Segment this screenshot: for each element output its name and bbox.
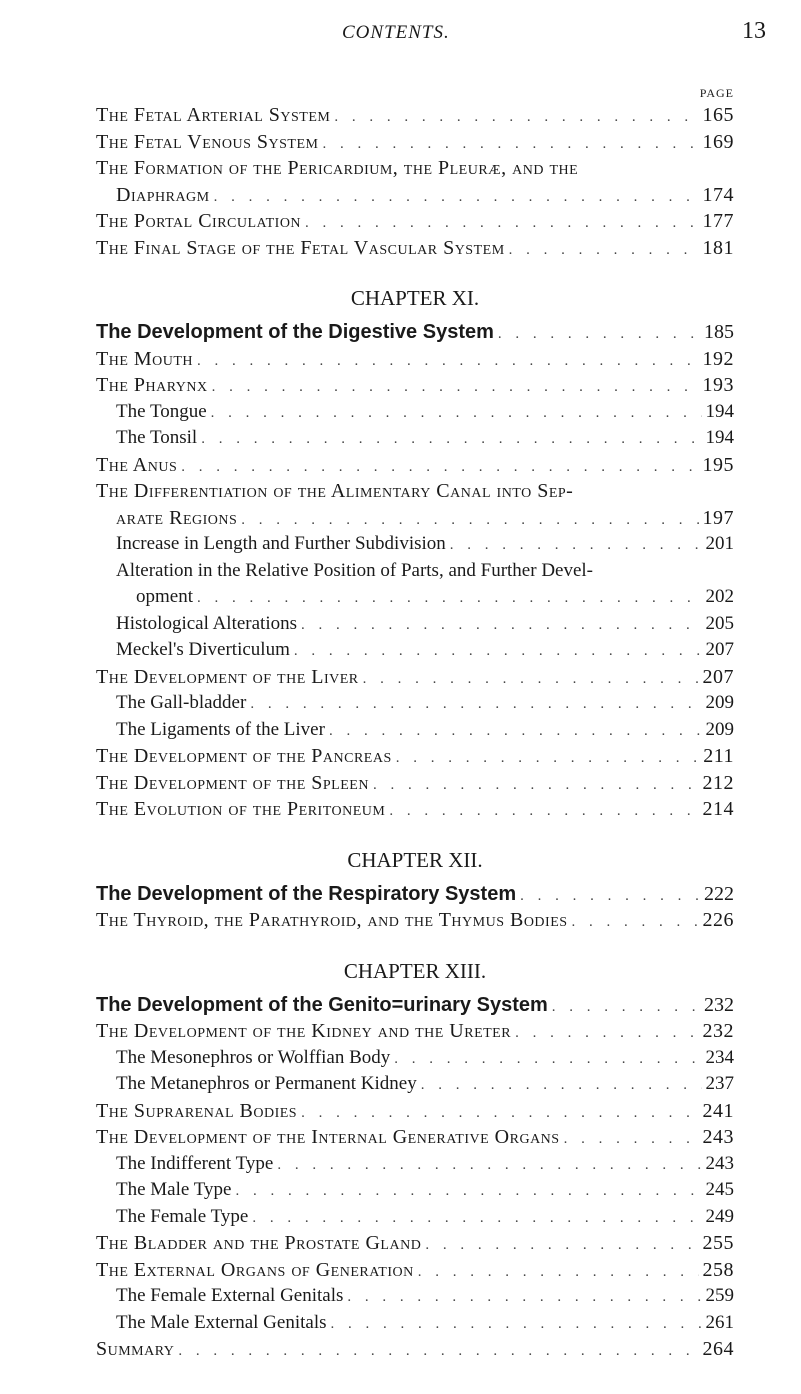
toc-subentry[interactable] — [96, 399, 734, 426]
toc-entry-page: 205 — [705, 612, 734, 634]
toc-entry-label: The Female External Genitals — [116, 1285, 344, 1306]
leader-dots — [181, 454, 698, 481]
toc-entry-label: The Development of the Liver — [96, 665, 359, 688]
toc-entry[interactable] — [96, 664, 734, 691]
toc-subentry[interactable] — [96, 531, 734, 558]
chapter-heading: CHAPTER XII. — [347, 847, 483, 872]
toc-entry-label: The Ligaments of the Liver — [116, 718, 325, 740]
toc-entry-page: 209 — [705, 692, 734, 713]
leader-dots — [241, 507, 698, 534]
toc-subentry[interactable] — [96, 1310, 734, 1337]
leader-dots — [294, 638, 702, 665]
toc-entry-label: The Suprarenal Bodies — [96, 1099, 298, 1122]
toc-entry-page: 232 — [704, 993, 734, 1016]
toc-entry-page: 202 — [705, 586, 734, 607]
toc-entry[interactable] — [96, 235, 734, 262]
leader-dots — [396, 745, 700, 772]
chapter-title: The Development of the Respiratory System — [96, 882, 517, 905]
toc-entry[interactable] — [96, 372, 734, 399]
toc-entry-label: The External Organs of Generation — [96, 1258, 414, 1281]
leader-dots — [520, 883, 700, 910]
toc-entry-page: 259 — [705, 1285, 734, 1306]
leader-dots — [301, 612, 701, 639]
toc-entry[interactable] — [96, 452, 734, 479]
toc-entry-page: 194 — [705, 400, 734, 422]
toc-entry-page: 177 — [702, 210, 734, 232]
toc-entry[interactable] — [96, 1098, 734, 1125]
toc-entry-label: The Tonsil — [116, 427, 198, 448]
toc-entry-page: 212 — [702, 771, 734, 794]
toc-entry-label: The Mouth — [96, 347, 194, 370]
toc-entry-label: The Bladder and the Prostate Gland — [96, 1232, 422, 1254]
toc-subentry[interactable] — [96, 1045, 734, 1072]
toc-entry-page: 232 — [702, 1020, 734, 1042]
toc-entry-page: 207 — [705, 639, 734, 660]
leader-dots — [201, 426, 701, 453]
toc-entry[interactable] — [96, 770, 734, 797]
toc-entry-label: The Fetal Venous System — [96, 130, 319, 153]
leader-dots — [197, 348, 698, 375]
toc-entry-label: The Development of the Internal Generative Organs — [96, 1126, 560, 1148]
toc-entry-page: 195 — [702, 453, 734, 476]
toc-entry-page: 226 — [702, 909, 734, 931]
toc-entry-label: The Indifferent Type — [116, 1152, 274, 1174]
toc-entry-label: The Male Type — [116, 1179, 232, 1200]
leader-dots — [301, 1100, 698, 1127]
toc-entry-page: 197 — [702, 506, 734, 529]
toc-subentry[interactable] — [96, 1071, 734, 1098]
toc-entry-label: The Development of the Pancreas — [96, 745, 392, 767]
leader-dots — [329, 718, 702, 745]
toc-subentry[interactable] — [96, 425, 734, 452]
toc-entry-page: 209 — [705, 718, 734, 740]
toc-entry-page: 174 — [702, 183, 734, 206]
leader-dots — [564, 1126, 699, 1153]
toc-subentry[interactable] — [96, 690, 734, 717]
leader-dots — [347, 1284, 701, 1311]
toc-entry-label: The Anus — [96, 453, 178, 476]
toc-entry[interactable] — [96, 1336, 734, 1363]
leader-dots — [389, 798, 698, 825]
running-head-title: CONTENTS. — [342, 22, 450, 43]
leader-dots — [214, 184, 699, 211]
page-number: 13 — [742, 18, 766, 44]
toc-entry-page: 169 — [702, 130, 734, 153]
leader-dots — [331, 1311, 702, 1338]
toc-entry-page: 211 — [703, 745, 734, 767]
leader-dots — [250, 691, 701, 718]
toc-subentry[interactable] — [96, 584, 734, 611]
toc-entry-page: 243 — [705, 1152, 734, 1174]
toc-entry-label: The Pharynx — [96, 374, 208, 396]
leader-dots — [363, 666, 699, 693]
toc-entry[interactable] — [96, 129, 734, 156]
toc-entry[interactable] — [96, 1230, 734, 1257]
toc-entry-page: 207 — [702, 665, 734, 688]
leader-dots — [211, 400, 702, 427]
toc-entry-line1[interactable]: The Differentiation of the Alimentary Canal into Sep- — [96, 480, 574, 502]
toc-entry-label: Increase in Length and Further Subdivision — [116, 533, 446, 554]
toc-entry-label: The Male External Genitals — [116, 1311, 327, 1333]
toc-entry-label: Meckel's Diverticulum — [116, 639, 290, 660]
leader-dots — [322, 131, 698, 158]
toc-entry[interactable] — [96, 1257, 734, 1284]
leader-dots — [334, 104, 698, 131]
toc-entry[interactable] — [96, 102, 734, 129]
toc-entry[interactable] — [96, 907, 734, 934]
toc-entry-label: The Evolution of the Peritoneum — [96, 798, 386, 820]
chapter-title: The Development of the Digestive System — [96, 321, 494, 343]
toc-entry-label: opment — [136, 586, 193, 607]
toc-entry-label: The Development of the Kidney and the Ureter — [96, 1020, 512, 1042]
leader-dots — [515, 1020, 698, 1047]
leader-dots — [235, 1178, 701, 1205]
leader-dots — [305, 210, 698, 237]
toc-entry-page: 255 — [702, 1232, 734, 1254]
leader-dots — [498, 321, 700, 348]
toc-entry-page: 261 — [705, 1311, 734, 1333]
toc-entry[interactable] — [96, 182, 734, 209]
toc-subentry[interactable] — [96, 1283, 734, 1310]
running-head — [0, 14, 801, 48]
toc-entry[interactable] — [96, 505, 734, 532]
toc-entry-page: 237 — [705, 1073, 734, 1094]
leader-dots — [552, 994, 700, 1021]
chapter-title-entry[interactable] — [96, 881, 734, 908]
toc-entry-page: 165 — [702, 104, 734, 126]
leader-dots — [212, 374, 699, 401]
toc-entry-label: The Gall-bladder — [116, 692, 247, 713]
toc-entry-label: The Fetal Arterial System — [96, 104, 331, 126]
leader-dots — [394, 1046, 701, 1073]
toc-entry-page: 192 — [702, 347, 734, 370]
toc-entry-page: 249 — [705, 1205, 734, 1227]
toc-entry[interactable] — [96, 1124, 734, 1151]
toc-subentry[interactable] — [96, 1204, 734, 1231]
toc-entry-page: 201 — [705, 533, 734, 554]
toc-entry-page: 264 — [702, 1338, 734, 1360]
toc-entry[interactable] — [96, 743, 734, 770]
toc-entry-page: 245 — [705, 1179, 734, 1200]
toc-subentry-line1[interactable]: Alteration in the Relative Position of Parts, and Further Devel- — [116, 559, 594, 581]
toc-entry-label: The Final Stage of the Fetal Vascular System — [96, 236, 505, 259]
toc-entry-page: 243 — [702, 1126, 734, 1148]
toc-entry-page: 193 — [702, 374, 734, 396]
toc-entry-line1[interactable]: The Formation of the Pericardium, the Pleuræ, and the — [96, 157, 579, 179]
leader-dots — [425, 1232, 698, 1259]
leader-dots — [509, 237, 699, 264]
toc-entry-page: 258 — [702, 1258, 734, 1281]
toc-entry-page: 185 — [704, 321, 734, 343]
leader-dots — [450, 532, 702, 559]
toc-entry-page: 214 — [702, 798, 734, 820]
toc-subentry[interactable] — [96, 1151, 734, 1178]
toc-entry-label: arate Regions — [116, 506, 238, 529]
leader-dots — [418, 1259, 699, 1286]
toc-entry-label: The Female Type — [116, 1205, 249, 1227]
toc-entry[interactable] — [96, 208, 734, 235]
toc-entry-label: Diaphragm — [116, 183, 210, 206]
toc-entry-label: The Tongue — [116, 400, 207, 422]
toc-subentry[interactable] — [96, 611, 734, 638]
chapter-heading: CHAPTER XI. — [350, 286, 480, 310]
chapter-title-entry[interactable] — [96, 319, 734, 346]
leader-dots — [178, 1338, 698, 1365]
toc-entry-label: Summary — [96, 1338, 175, 1360]
toc-entry-page: 234 — [705, 1046, 734, 1068]
toc-subentry[interactable] — [96, 637, 734, 664]
leader-dots — [252, 1205, 701, 1232]
toc-entry[interactable] — [96, 796, 734, 823]
toc-entry-page: 241 — [702, 1099, 734, 1122]
toc-subentry[interactable] — [96, 1177, 734, 1204]
toc-entry-page: 181 — [702, 236, 734, 259]
chapter-title: The Development of the Genito=urinary System — [96, 993, 548, 1016]
toc-entry[interactable] — [96, 1018, 734, 1045]
chapter-title-entry[interactable] — [96, 992, 734, 1019]
leader-dots — [373, 772, 699, 799]
toc-entry-label: The Thyroid, the Parathyroid, and the Thymus Bodies — [96, 909, 568, 931]
table-of-contents — [96, 84, 734, 1363]
toc-entry-label: The Development of the Spleen — [96, 771, 369, 794]
leader-dots — [277, 1152, 701, 1179]
leader-dots — [197, 585, 702, 612]
chapter-heading: CHAPTER XIII. — [343, 958, 487, 983]
leader-dots — [572, 909, 699, 936]
toc-entry-page: 194 — [705, 427, 734, 448]
toc-subentry[interactable] — [96, 717, 734, 744]
toc-entry-label: The Portal Circulation — [96, 210, 302, 232]
toc-entry-label: Histological Alterations — [116, 612, 298, 634]
page-column-label: PAGE — [699, 86, 734, 100]
toc-entry-label: The Mesonephros or Wolffian Body — [116, 1046, 391, 1068]
toc-entry-page: 222 — [704, 882, 734, 905]
toc-entry[interactable] — [96, 346, 734, 373]
toc-entry-label: The Metanephros or Permanent Kidney — [116, 1073, 417, 1094]
leader-dots — [421, 1072, 702, 1099]
